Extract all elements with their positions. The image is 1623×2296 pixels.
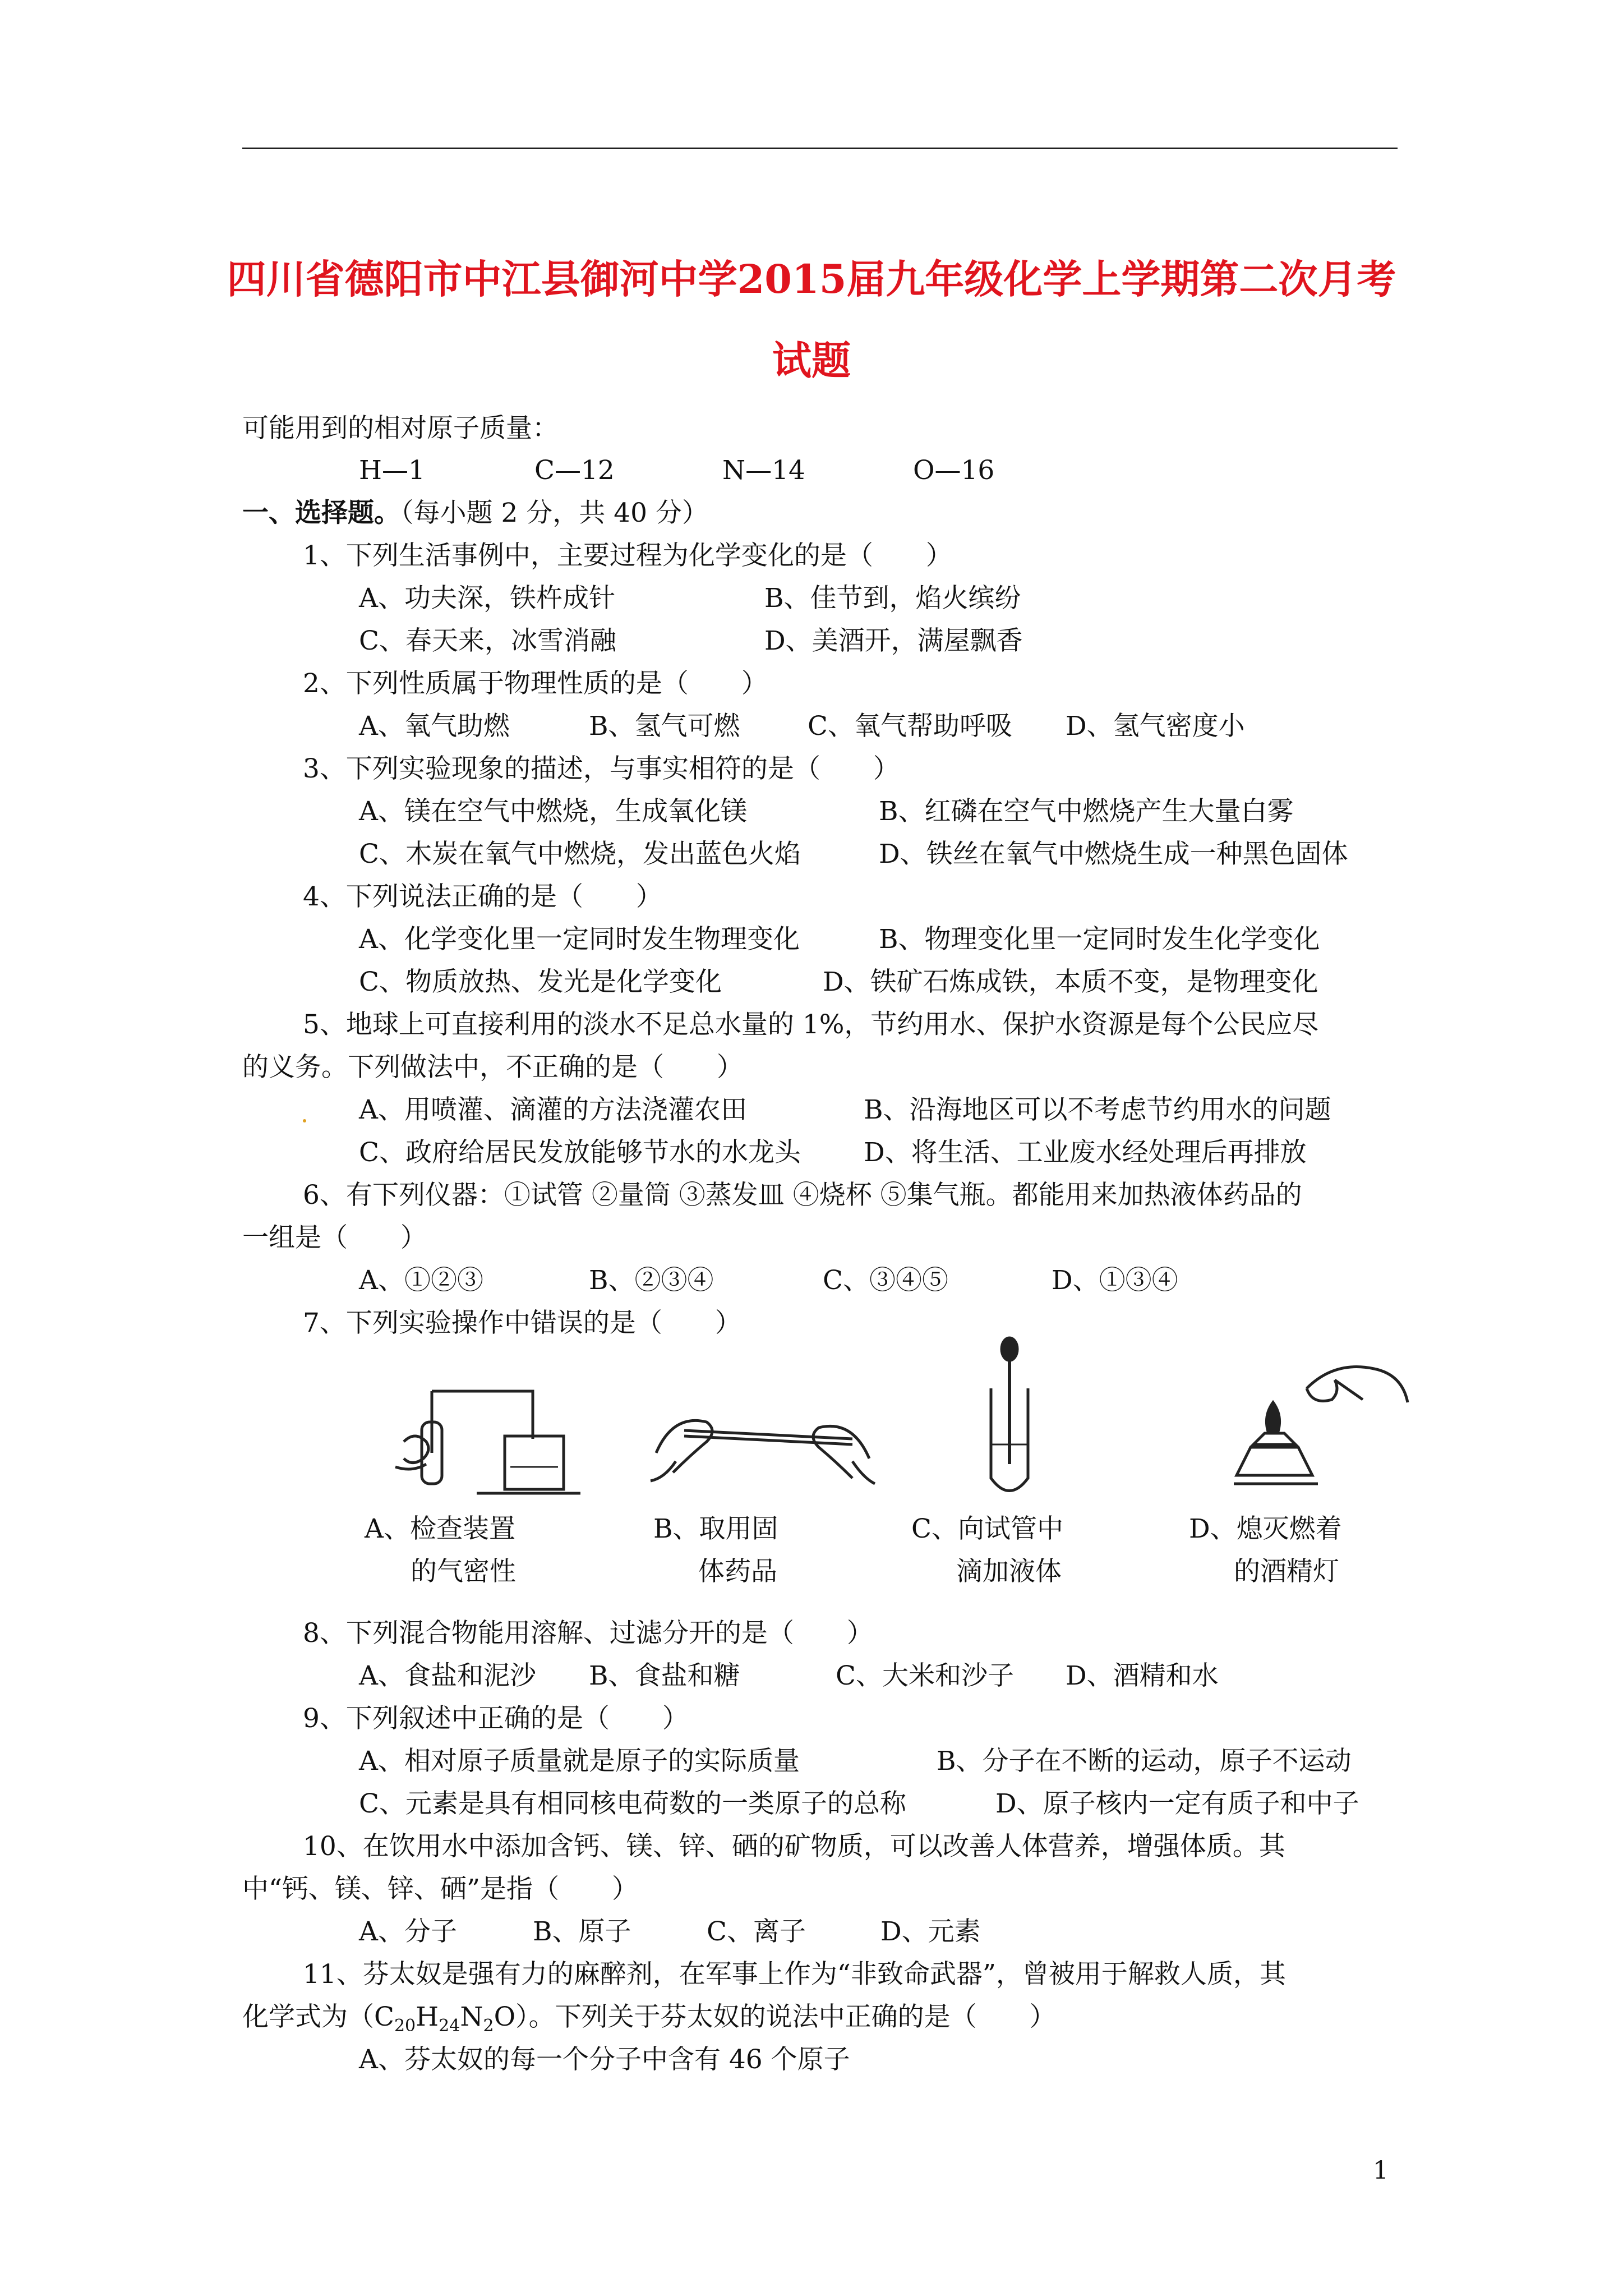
- q5-stem-line-2: 的义务。下列做法中，不正确的是（ ）: [242, 1052, 743, 1083]
- q1-stem: 1、下列生活事例中，主要过程为化学变化的是（ ）: [303, 540, 952, 571]
- q2-option-a: A、氧气助燃: [359, 711, 510, 742]
- page-number: 1: [1373, 2156, 1389, 2185]
- figure-take-solid: [645, 1380, 880, 1492]
- q11-text-post: O）。下列关于芬太奴的说法中正确的是（ ）: [494, 2001, 1056, 2032]
- q11-stem-line-1: 11、芬太奴是强有力的麻醉剂，在军事上作为“非致命武器”，曾被用于解救人质，其: [303, 1959, 1286, 1990]
- q8-option-d: D、酒精和水: [1066, 1660, 1219, 1691]
- atomic-mass-label: 可能用到的相对原子质量：: [242, 413, 559, 444]
- q7-option-a-line-1: A、检查装置: [365, 1513, 515, 1544]
- q4-option-c: C、物质放热、发光是化学变化: [359, 967, 722, 997]
- q7-option-b-line-2: 体药品: [698, 1556, 777, 1587]
- q5-option-a: A、用喷灌、滴灌的方法浇灌农田: [359, 1094, 747, 1125]
- q3-option-a: A、镁在空气中燃烧，生成氧化镁: [359, 796, 747, 827]
- q8-stem: 8、下列混合物能用溶解、过滤分开的是（ ）: [303, 1618, 873, 1649]
- q5-stem-line-1: 5、地球上可直接利用的淡水不足总水量的 1%，节约用水、保护水资源是每个公民应尽: [303, 1009, 1319, 1040]
- q1-option-a: A、功夫深，铁杵成针: [359, 583, 615, 614]
- q10-stem-line-2: 中“钙、镁、锌、硒”是指（ ）: [242, 1874, 639, 1904]
- q4-option-d: D、铁矿石炼成铁，本质不变，是物理变化: [823, 967, 1318, 997]
- q9-option-d: D、原子核内一定有质子和中子: [995, 1788, 1359, 1819]
- q10-option-c: C、离子: [707, 1916, 806, 1947]
- subscript-20: 20: [394, 2016, 416, 2036]
- q6-option-c: C、③④⑤: [823, 1265, 948, 1296]
- q9-option-a: A、相对原子质量就是原子的实际质量: [359, 1746, 800, 1777]
- q5-option-d: D、将生活、工业废水经处理后再排放: [864, 1137, 1307, 1168]
- q7-option-c-line-2: 滴加液体: [956, 1556, 1062, 1587]
- q5-option-c: C、政府给居民发放能够节水的水龙头: [359, 1137, 801, 1168]
- q3-option-d: D、铁丝在氧气中燃烧生成一种黑色固体: [879, 839, 1348, 869]
- section-title: 一、选择题。: [242, 498, 400, 528]
- q11-option-a: A、芬太奴的每一个分子中含有 46 个原子: [359, 2044, 850, 2075]
- q2-stem: 2、下列性质属于物理性质的是（ ）: [303, 668, 768, 699]
- q2-option-b: B、氢气可燃: [589, 711, 740, 742]
- q8-option-c: C、大米和沙子: [836, 1660, 1014, 1691]
- q7-option-d-line-2: 的酒精灯: [1234, 1556, 1339, 1587]
- q6-option-d: D、①③④: [1052, 1265, 1178, 1296]
- q11-text-pre: 化学式为（C: [242, 2001, 394, 2032]
- q7-stem: 7、下列实验操作中错误的是（ ）: [303, 1308, 741, 1338]
- q10-option-d: D、元素: [880, 1916, 981, 1947]
- section-note: （每小题 2 分，共 40 分）: [400, 498, 708, 528]
- q10-stem-line-1: 10、在饮用水中添加含钙、镁、锌、硒的矿物质，可以改善人体营养，增强体质。其: [303, 1831, 1285, 1862]
- q9-option-b: B、分子在不断的运动，原子不运动: [937, 1746, 1352, 1777]
- q6-stem-line-2: 一组是（ ）: [242, 1222, 427, 1253]
- q9-stem: 9、下列叙述中正确的是（ ）: [303, 1703, 689, 1734]
- subscript-2: 2: [483, 2016, 494, 2036]
- figure-extinguish-lamp: [1223, 1349, 1413, 1495]
- q2-option-d: D、氢气密度小: [1066, 711, 1245, 742]
- atomic-mass-c: C—12: [534, 455, 615, 486]
- q7-option-b-line-1: B、取用固: [653, 1513, 778, 1544]
- section-heading: [242, 500, 708, 526]
- q8-option-a: A、食盐和泥沙: [359, 1660, 536, 1691]
- atomic-mass-h: H—1: [359, 455, 425, 486]
- q8-option-b: B、食盐和糖: [589, 1660, 740, 1691]
- q11-n: N: [460, 2001, 483, 2032]
- q10-option-b: B、原子: [533, 1916, 631, 1947]
- q6-option-b: B、②③④: [589, 1265, 714, 1296]
- speck-mark: [303, 1119, 306, 1122]
- q11-stem-line-2: [242, 2001, 1056, 2036]
- q11-h: H: [416, 2001, 439, 2032]
- q4-option-a: A、化学变化里一定同时发生物理变化: [359, 924, 800, 955]
- q3-stem: 3、下列实验现象的描述，与事实相符的是（ ）: [303, 753, 900, 784]
- q7-option-a-line-2: 的气密性: [411, 1556, 516, 1587]
- atomic-mass-o: O—16: [913, 455, 995, 486]
- q1-option-c: C、春天来，冰雪消融: [359, 625, 616, 656]
- q6-option-a: A、①②③: [359, 1265, 483, 1296]
- figure-add-liquid: [979, 1335, 1040, 1503]
- q7-option-c-line-1: C、向试管中: [911, 1513, 1063, 1544]
- header-rule: [242, 148, 1398, 149]
- title-line-1: 四川省德阳市中江县御河中学2015届九年级化学上学期第二次月考: [227, 256, 1396, 302]
- q5-option-b: B、沿海地区可以不考虑节约用水的问题: [864, 1094, 1331, 1125]
- subscript-24: 24: [439, 2016, 460, 2036]
- q6-stem-line-1: 6、有下列仪器：①试管 ②量筒 ③蒸发皿 ④烧杯 ⑤集气瓶。都能用来加热液体药品的: [303, 1180, 1302, 1211]
- q3-option-b: B、红磷在空气中燃烧产生大量白雾: [879, 796, 1294, 827]
- q2-option-c: C、氧气帮助呼吸: [808, 711, 1012, 742]
- q4-option-b: B、物理变化里一定同时发生化学变化: [879, 924, 1320, 955]
- q7-option-d-line-1: D、熄灭燃着: [1189, 1513, 1342, 1544]
- title-line-2: 试题: [772, 337, 851, 384]
- q1-option-b: B、佳节到，焰火缤纷: [764, 583, 1021, 614]
- q1-option-d: D、美酒开，满屋飘香: [764, 625, 1023, 656]
- atomic-mass-n: N—14: [722, 455, 805, 486]
- q3-option-c: C、木炭在氧气中燃烧，发出蓝色火焰: [359, 839, 801, 869]
- q4-stem: 4、下列说法正确的是（ ）: [303, 881, 662, 912]
- q9-option-c: C、元素是具有相同核电荷数的一类原子的总称: [359, 1788, 906, 1819]
- figure-airtightness-check: [393, 1369, 583, 1498]
- q10-option-a: A、分子: [359, 1916, 457, 1947]
